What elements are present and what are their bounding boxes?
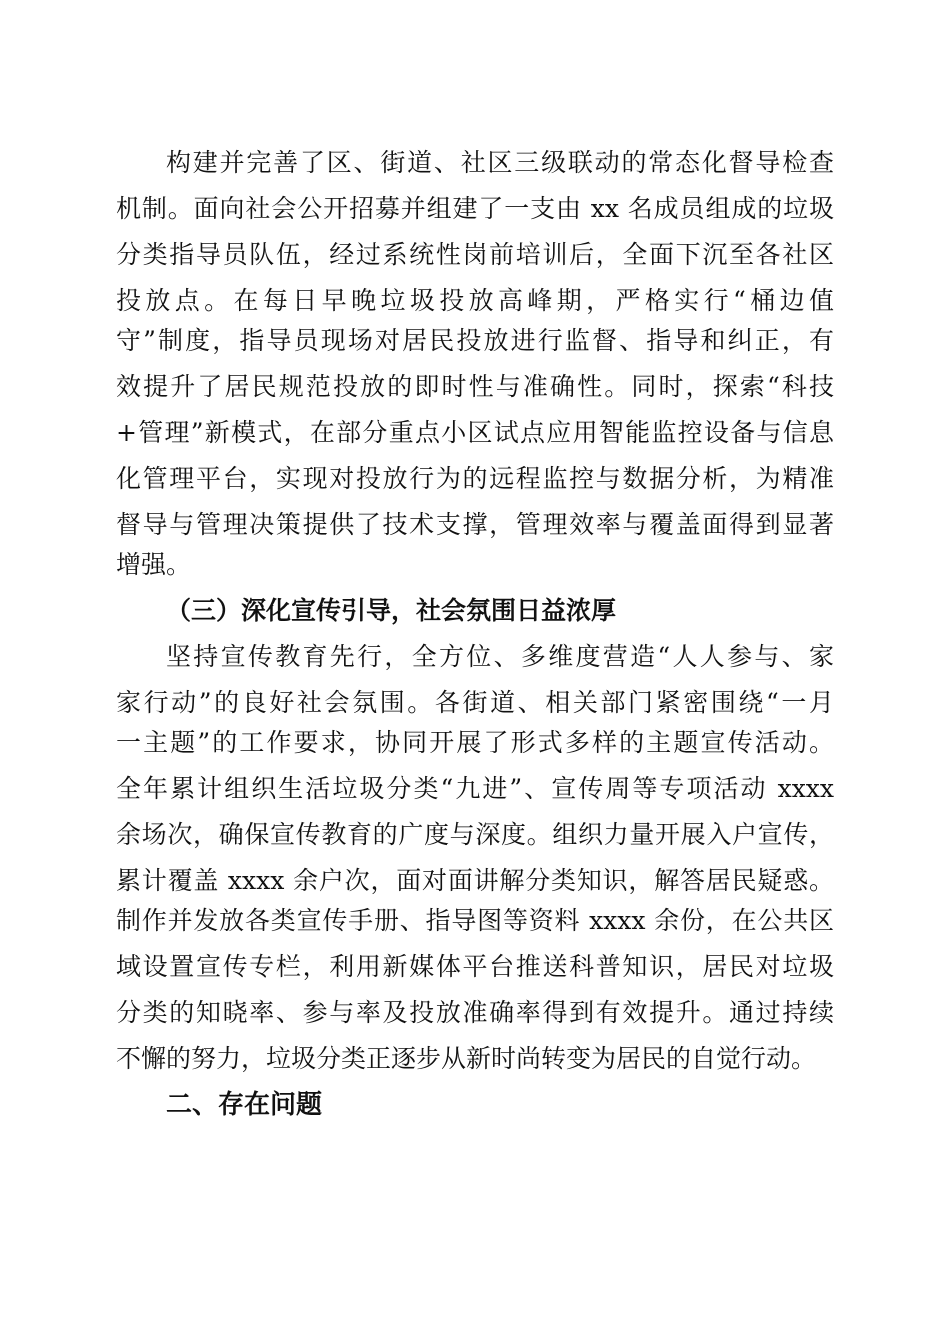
paragraph-line: 投放点。在每日早晚垃圾投放高峰期，严格实行“桶边值	[116, 286, 834, 315]
paragraph-line: 督导与管理决策提供了技术支撑，管理效率与覆盖面得到显著	[116, 510, 834, 539]
paragraph-line: 域设置宣传专栏，利用新媒体平台推送科普知识，居民对垃圾	[116, 952, 834, 981]
paragraph-line: 机制。面向社会公开招募并组建了一支由 xx 名成员组成的垃圾	[116, 194, 834, 223]
paragraph-line: 坚持宣传教育先行，全方位、多维度营造“人人参与、家	[166, 642, 834, 671]
paragraph-line: 制作并发放各类宣传手册、指导图等资料 xxxx 余份，在公共区	[116, 906, 834, 935]
paragraph-line: 效提升了居民规范投放的即时性与准确性。同时，探索“科技	[116, 372, 834, 401]
paragraph-line: 累计覆盖 xxxx 余户次，面对面讲解分类知识，解答居民疑惑。	[116, 866, 834, 895]
paragraph-line: 全年累计组织生活垃圾分类“九进”、宣传周等专项活动 xxxx	[116, 774, 834, 803]
paragraph-line: 守”制度，指导员现场对居民投放进行监督、指导和纠正，有	[116, 326, 834, 355]
paragraph-line: 家行动”的良好社会氛围。各街道、相关部门紧密围绕“一月	[116, 688, 834, 717]
section-heading: （三）深化宣传引导，社会氛围日益浓厚	[166, 596, 617, 625]
main-heading: 二、存在问题	[166, 1090, 323, 1120]
paragraph-line: 余场次，确保宣传教育的广度与深度。组织力量开展入户宣传，	[116, 820, 834, 849]
paragraph-line: 一主题”的工作要求，协同开展了形式多样的主题宣传活动。	[116, 728, 834, 757]
paragraph-line: 化管理平台，实现对投放行为的远程监控与数据分析，为精准	[116, 464, 834, 493]
paragraph-line: 分类指导员队伍，经过系统性岗前培训后，全面下沉至各社区	[116, 240, 834, 269]
paragraph-line: 不懈的努力，垃圾分类正逐步从新时尚转变为居民的自觉行动。	[116, 1044, 817, 1073]
paragraph-line: 增强。	[116, 550, 192, 579]
paragraph-line: +管理”新模式，在部分重点小区试点应用智能监控设备与信息	[116, 418, 834, 447]
paragraph-line: 构建并完善了区、街道、社区三级联动的常态化督导检查	[166, 148, 834, 177]
paragraph-line: 分类的知晓率、参与率及投放准确率得到有效提升。通过持续	[116, 998, 834, 1027]
